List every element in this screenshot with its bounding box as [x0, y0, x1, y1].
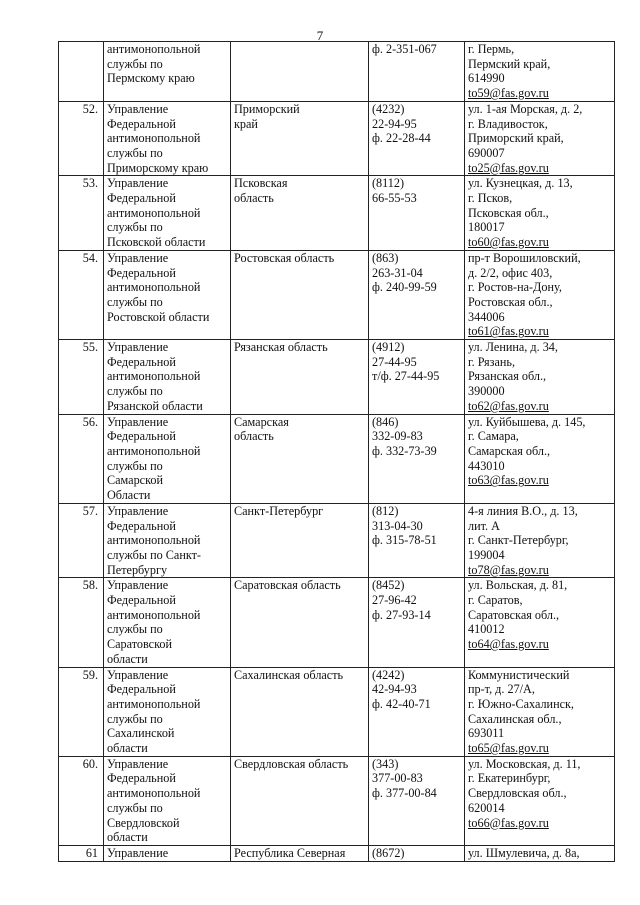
table-row — [59, 101, 615, 176]
department-line: Федеральной — [107, 116, 176, 131]
phone-cell — [369, 250, 465, 339]
department-line: антимонопольной — [107, 443, 201, 458]
address-line: д. 2/2, офис 403, — [468, 265, 553, 280]
department-line: Федеральной — [107, 354, 176, 369]
department-line: антимонопольной — [107, 42, 201, 56]
department-line: Петербургу — [107, 562, 168, 577]
table-row — [59, 845, 615, 861]
row-number — [59, 42, 104, 102]
region-cell — [231, 250, 369, 339]
region-line: Саратовская область — [234, 578, 341, 593]
department-line: антимонопольной — [107, 280, 201, 295]
department-cell — [104, 42, 231, 102]
phone-line: 332-09-83 — [372, 429, 423, 444]
row-number: 56. — [59, 414, 104, 503]
email-link[interactable]: to60@fas.gov.ru — [468, 235, 549, 250]
department-line: Федеральной — [107, 518, 176, 533]
email-link[interactable]: to61@fas.gov.ru — [468, 324, 549, 339]
row-number: 59. — [59, 667, 104, 756]
table-row — [59, 503, 615, 578]
address-line: 410012 — [468, 622, 505, 637]
address-line: Самарская обл., — [468, 443, 551, 458]
address-cell — [465, 176, 615, 251]
email-link[interactable]: to66@fas.gov.ru — [468, 815, 549, 830]
department-line: антимонопольной — [107, 131, 201, 146]
address-line: ул. Вольская, д. 81, — [468, 578, 568, 593]
region-line: Республика Северная — [234, 845, 346, 860]
phone-cell — [369, 503, 465, 578]
region-cell — [231, 756, 369, 845]
department-line: Управление — [107, 414, 169, 429]
department-line: Пермскому краю — [107, 71, 195, 86]
phone-cell — [369, 340, 465, 415]
department-line: службы по — [107, 622, 163, 637]
department-line: Управление — [107, 340, 169, 355]
department-line: области — [107, 651, 148, 666]
department-line: Саратовской — [107, 637, 172, 652]
address-line: 690007 — [468, 145, 505, 160]
phone-line: ф. 332-73-39 — [372, 443, 437, 458]
department-line: Управление — [107, 503, 169, 518]
region-cell — [231, 578, 369, 667]
email-link[interactable]: to63@fas.gov.ru — [468, 473, 549, 488]
department-line: Федеральной — [107, 191, 176, 206]
email-link[interactable]: to25@fas.gov.ru — [468, 160, 549, 175]
address-line: г. Южно-Сахалинск, — [468, 696, 574, 711]
address-line: г. Рязань, — [468, 354, 515, 369]
phone-line: ф. 42-40-71 — [372, 696, 431, 711]
phone-line: 313-04-30 — [372, 518, 423, 533]
row-number: 61 — [59, 845, 104, 861]
address-line: г. Псков, — [468, 191, 513, 206]
phone-line: (812) — [372, 503, 399, 518]
address-line: г. Санкт-Петербург, — [468, 533, 569, 548]
row-number: 57. — [59, 503, 104, 578]
region-cell — [231, 101, 369, 176]
email-link[interactable]: to64@fas.gov.ru — [468, 637, 549, 652]
department-line: Федеральной — [107, 265, 176, 280]
address-line: Сахалинская обл., — [468, 711, 562, 726]
address-line: 344006 — [468, 309, 505, 324]
department-line: Федеральной — [107, 682, 176, 697]
department-line: службы по — [107, 56, 163, 71]
address-line: ул. Ленина, д. 34, — [468, 340, 558, 355]
department-line: службы по — [107, 384, 163, 399]
address-cell — [465, 414, 615, 503]
department-line: Управление — [107, 845, 169, 860]
department-line: Области — [107, 488, 151, 503]
row-number: 52. — [59, 101, 104, 176]
region-cell — [231, 176, 369, 251]
phone-line: (8672) — [372, 845, 405, 860]
phone-cell — [369, 414, 465, 503]
address-line: 199004 — [468, 547, 505, 562]
region-line: Сахалинская область — [234, 667, 344, 682]
address-line: г. Пермь, — [468, 42, 515, 56]
department-line: Ростовской области — [107, 309, 210, 324]
department-line: антимонопольной — [107, 607, 201, 622]
table-row — [59, 340, 615, 415]
region-line: Приморский — [234, 101, 300, 116]
phone-line: т/ф. 27-44-95 — [372, 369, 440, 384]
region-cell — [231, 414, 369, 503]
department-line: Управление — [107, 756, 169, 771]
phone-line: ф. 27-93-14 — [372, 607, 431, 622]
phone-line: ф. 2-351-067 — [372, 42, 437, 56]
department-cell — [104, 503, 231, 578]
table-row — [59, 414, 615, 503]
address-cell — [465, 503, 615, 578]
row-number: 53. — [59, 176, 104, 251]
address-line: Приморский край, — [468, 131, 564, 146]
phone-line: (846) — [372, 414, 399, 429]
phone-line: ф. 22-28-44 — [372, 131, 431, 146]
department-line: Управление — [107, 667, 169, 682]
table-row — [59, 42, 615, 102]
region-line: край — [234, 116, 258, 131]
department-line: Управление — [107, 250, 169, 265]
page-number: 7 — [316, 28, 324, 43]
department-line: Федеральной — [107, 593, 176, 608]
address-line: 4-я линия В.О., д. 13, — [468, 503, 578, 518]
department-line: антимонопольной — [107, 369, 201, 384]
address-cell — [465, 667, 615, 756]
department-line: Управление — [107, 176, 169, 191]
region-line: Самарская — [234, 414, 289, 429]
address-line: Коммунистический — [468, 667, 570, 682]
department-line: антимонопольной — [107, 786, 201, 801]
region-line: Свердловская область — [234, 756, 349, 771]
address-line: г. Ростов-на-Дону, — [468, 280, 562, 295]
address-line: ул. 1-ая Морская, д. 2, — [468, 101, 583, 116]
phone-line: (4242) — [372, 667, 405, 682]
phone-line: (863) — [372, 250, 399, 265]
address-line: 614990 — [468, 71, 505, 86]
address-line: г. Владивосток, — [468, 116, 548, 131]
region-cell — [231, 667, 369, 756]
department-line: Самарской — [107, 473, 163, 488]
row-number: 55. — [59, 340, 104, 415]
phone-cell — [369, 42, 465, 102]
department-cell — [104, 414, 231, 503]
phone-line: 263-31-04 — [372, 265, 423, 280]
phone-line: 377-00-83 — [372, 771, 423, 786]
department-line: службы по — [107, 711, 163, 726]
address-cell — [465, 101, 615, 176]
address-line: Саратовская обл., — [468, 607, 560, 622]
table-row — [59, 176, 615, 251]
address-line: лит. А — [468, 518, 500, 533]
table-row — [59, 667, 615, 756]
phone-cell — [369, 578, 465, 667]
department-line: Федеральной — [107, 429, 176, 444]
phone-line: ф. 377-00-84 — [372, 786, 437, 801]
address-cell — [465, 756, 615, 845]
address-line: 390000 — [468, 384, 505, 399]
department-line: Федеральной — [107, 771, 176, 786]
department-cell — [104, 578, 231, 667]
department-line: службы по — [107, 458, 163, 473]
region-line: Псковская — [234, 176, 288, 191]
department-line: антимонопольной — [107, 205, 201, 220]
address-cell — [465, 250, 615, 339]
phone-cell — [369, 101, 465, 176]
phone-line: (4232) — [372, 101, 405, 116]
department-line: службы по — [107, 145, 163, 160]
address-line: ул. Шмулевича, д. 8а, — [468, 845, 580, 860]
region-line: область — [234, 191, 274, 206]
address-line: Псковская обл., — [468, 205, 549, 220]
address-cell — [465, 340, 615, 415]
phone-line: ф. 240-99-59 — [372, 280, 437, 295]
address-line: 443010 — [468, 458, 505, 473]
region-line: область — [234, 429, 274, 444]
department-line: службы по — [107, 294, 163, 309]
fas-offices-table — [58, 41, 615, 862]
department-line: Рязанской области — [107, 398, 203, 413]
region-cell — [231, 42, 369, 102]
department-line: службы по — [107, 800, 163, 815]
department-cell — [104, 176, 231, 251]
email-link[interactable]: to59@fas.gov.ru — [468, 86, 549, 101]
address-cell — [465, 845, 615, 861]
department-line: Псковской области — [107, 235, 206, 250]
region-line: Рязанская область — [234, 340, 328, 355]
address-line: пр-т, д. 27/А, — [468, 682, 535, 697]
phone-line: 27-96-42 — [372, 593, 417, 608]
department-cell — [104, 250, 231, 339]
department-line: антимонопольной — [107, 696, 201, 711]
phone-line: (8452) — [372, 578, 405, 593]
phone-cell — [369, 845, 465, 861]
region-line: Санкт-Петербург — [234, 503, 324, 518]
department-line: Управление — [107, 101, 169, 116]
department-line: Управление — [107, 578, 169, 593]
department-cell — [104, 845, 231, 861]
phone-line: 27-44-95 — [372, 354, 417, 369]
table-row — [59, 250, 615, 339]
department-line: Приморскому краю — [107, 160, 209, 175]
address-line: Рязанская обл., — [468, 369, 547, 384]
address-line: пр-т Ворошиловский, — [468, 250, 581, 265]
department-line: службы по — [107, 220, 163, 235]
table-row — [59, 756, 615, 845]
phone-line: (343) — [372, 756, 399, 771]
row-number: 54. — [59, 250, 104, 339]
address-line: ул. Кузнецкая, д. 13, — [468, 176, 573, 191]
phone-line: (4912) — [372, 340, 405, 355]
address-line: Свердловская обл., — [468, 786, 567, 801]
region-cell — [231, 503, 369, 578]
department-line: службы по Санкт- — [107, 547, 201, 562]
phone-line: ф. 315-78-51 — [372, 533, 437, 548]
address-line: ул. Московская, д. 11, — [468, 756, 581, 771]
department-line: области — [107, 830, 148, 845]
department-cell — [104, 667, 231, 756]
region-line: Ростовская область — [234, 250, 335, 265]
email-link[interactable]: to78@fas.gov.ru — [468, 562, 549, 577]
department-line: антимонопольной — [107, 533, 201, 548]
department-cell — [104, 756, 231, 845]
address-line: 180017 — [468, 220, 505, 235]
phone-line: 22-94-95 — [372, 116, 417, 131]
region-cell — [231, 340, 369, 415]
row-number: 60. — [59, 756, 104, 845]
address-line: 693011 — [468, 726, 505, 741]
row-number: 58. — [59, 578, 104, 667]
region-cell — [231, 845, 369, 861]
phone-line: 42-94-93 — [372, 682, 417, 697]
phone-cell — [369, 756, 465, 845]
phone-line: 66-55-53 — [372, 191, 417, 206]
address-line: 620014 — [468, 800, 505, 815]
address-line: г. Самара, — [468, 429, 519, 444]
department-line: области — [107, 741, 148, 756]
address-cell — [465, 42, 615, 102]
phone-cell — [369, 667, 465, 756]
email-link[interactable]: to65@fas.gov.ru — [468, 741, 549, 756]
phone-cell — [369, 176, 465, 251]
address-line: ул. Куйбышева, д. 145, — [468, 414, 586, 429]
department-cell — [104, 101, 231, 176]
email-link[interactable]: to62@fas.gov.ru — [468, 398, 549, 413]
department-line: Сахалинской — [107, 726, 175, 741]
table-row — [59, 578, 615, 667]
address-line: Ростовская обл., — [468, 294, 553, 309]
address-line: Пермский край, — [468, 56, 551, 71]
address-line: г. Саратов, — [468, 593, 523, 608]
address-cell — [465, 578, 615, 667]
phone-line: (8112) — [372, 176, 405, 191]
address-line: г. Екатеринбург, — [468, 771, 551, 786]
department-cell — [104, 340, 231, 415]
table-body — [59, 42, 615, 862]
department-line: Свердловской — [107, 815, 180, 830]
